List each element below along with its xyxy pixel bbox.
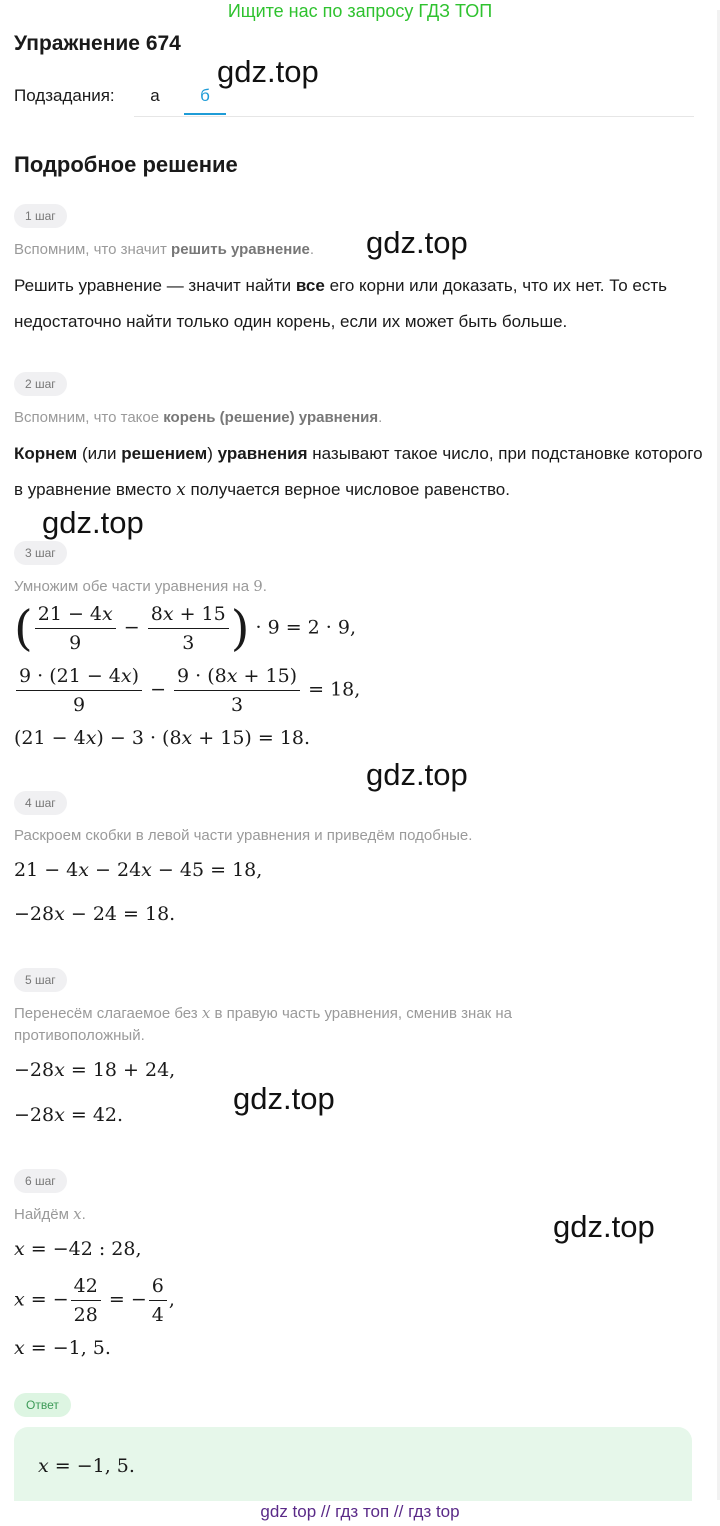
active-tab-indicator: [184, 113, 226, 115]
answer-value: x = −1, 5.: [38, 1455, 135, 1477]
watermark: gdz.top: [42, 505, 144, 540]
search-banner[interactable]: Ищите нас по запросу ГДЗ ТОП: [227, 1, 493, 21]
math-line: −28x = 18 + 24,: [14, 1059, 176, 1081]
step-hint: Найдём x.: [14, 1205, 86, 1223]
step-hint: Раскроем скобки в левой части уравнения и приведём подобные.: [14, 827, 473, 844]
subtasks-label: Подзадания:: [14, 86, 115, 105]
tab-subtask-b[interactable]: б: [200, 86, 210, 105]
step-hint: Вспомним, что такое корень (решение) уравнения.: [14, 409, 383, 426]
footer-links[interactable]: gdz top // гдз топ // гдз top: [260, 1502, 460, 1521]
answer-badge: Ответ: [14, 1393, 71, 1417]
math-line: −28x − 24 = 18.: [14, 903, 176, 925]
step-badge: 5 шаг: [14, 968, 67, 992]
tabs-divider: [134, 116, 694, 117]
step-badge: 6 шаг: [14, 1169, 67, 1193]
step-hint: Перенесём слагаемое без x в правую часть уравнения, сменив знак на противоположный.: [14, 1004, 513, 1044]
math-line: −28x = 42.: [14, 1104, 124, 1126]
watermark: gdz.top: [366, 225, 468, 260]
watermark: gdz.top: [553, 1209, 655, 1244]
step-badge: 3 шаг: [14, 541, 67, 565]
step-badge: 2 шаг: [14, 372, 67, 396]
answer-box: [14, 1427, 692, 1501]
step-text: Корнем (или решением) уравнения называют такое число, при подстановке которого в уравнение вместо x получается верное числовое равенство.: [14, 444, 703, 500]
math-line: x = −1, 5.: [14, 1337, 111, 1359]
page-title: Упражнение 674: [14, 32, 181, 55]
math-line: (21 − 4x) − 3 · (8x + 15) = 18.: [14, 727, 311, 749]
math-line: x = −42 : 28,: [14, 1238, 142, 1260]
watermark: gdz.top: [366, 757, 468, 792]
math-line: $\frac{9 \cdot (21 - 4x)}{9}$ − $\frac{9 \cdot (8x + 15)}{3}$ = 18,: [14, 664, 360, 717]
step-hint: Умножим обе части уравнения на 9.: [14, 577, 267, 595]
section-title: Подробное решение: [14, 152, 238, 177]
math-line: ( $\frac{21 - 4x}{9}$ − $\frac{8x + 15}{3}$ ) · 9 = 2 · 9,: [14, 600, 357, 657]
math-line: x = − $\frac{42}{28}$ = − $\frac{6}{4}$ ,: [14, 1275, 175, 1326]
step-hint: Вспомним, что значит решить уравнение.: [14, 241, 315, 258]
watermark: gdz.top: [233, 1081, 335, 1116]
watermark: gdz.top: [217, 54, 319, 89]
step-badge: 4 шаг: [14, 791, 67, 815]
tab-subtask-a[interactable]: а: [150, 86, 160, 105]
step-badge: 1 шаг: [14, 204, 67, 228]
step-text: Решить уравнение — значит найти все его корни или доказать, что их нет. То есть недостаточно найти только один корень, если их может быть больше.: [14, 276, 668, 331]
math-line: 21 − 4x − 24x − 45 = 18,: [14, 859, 263, 881]
